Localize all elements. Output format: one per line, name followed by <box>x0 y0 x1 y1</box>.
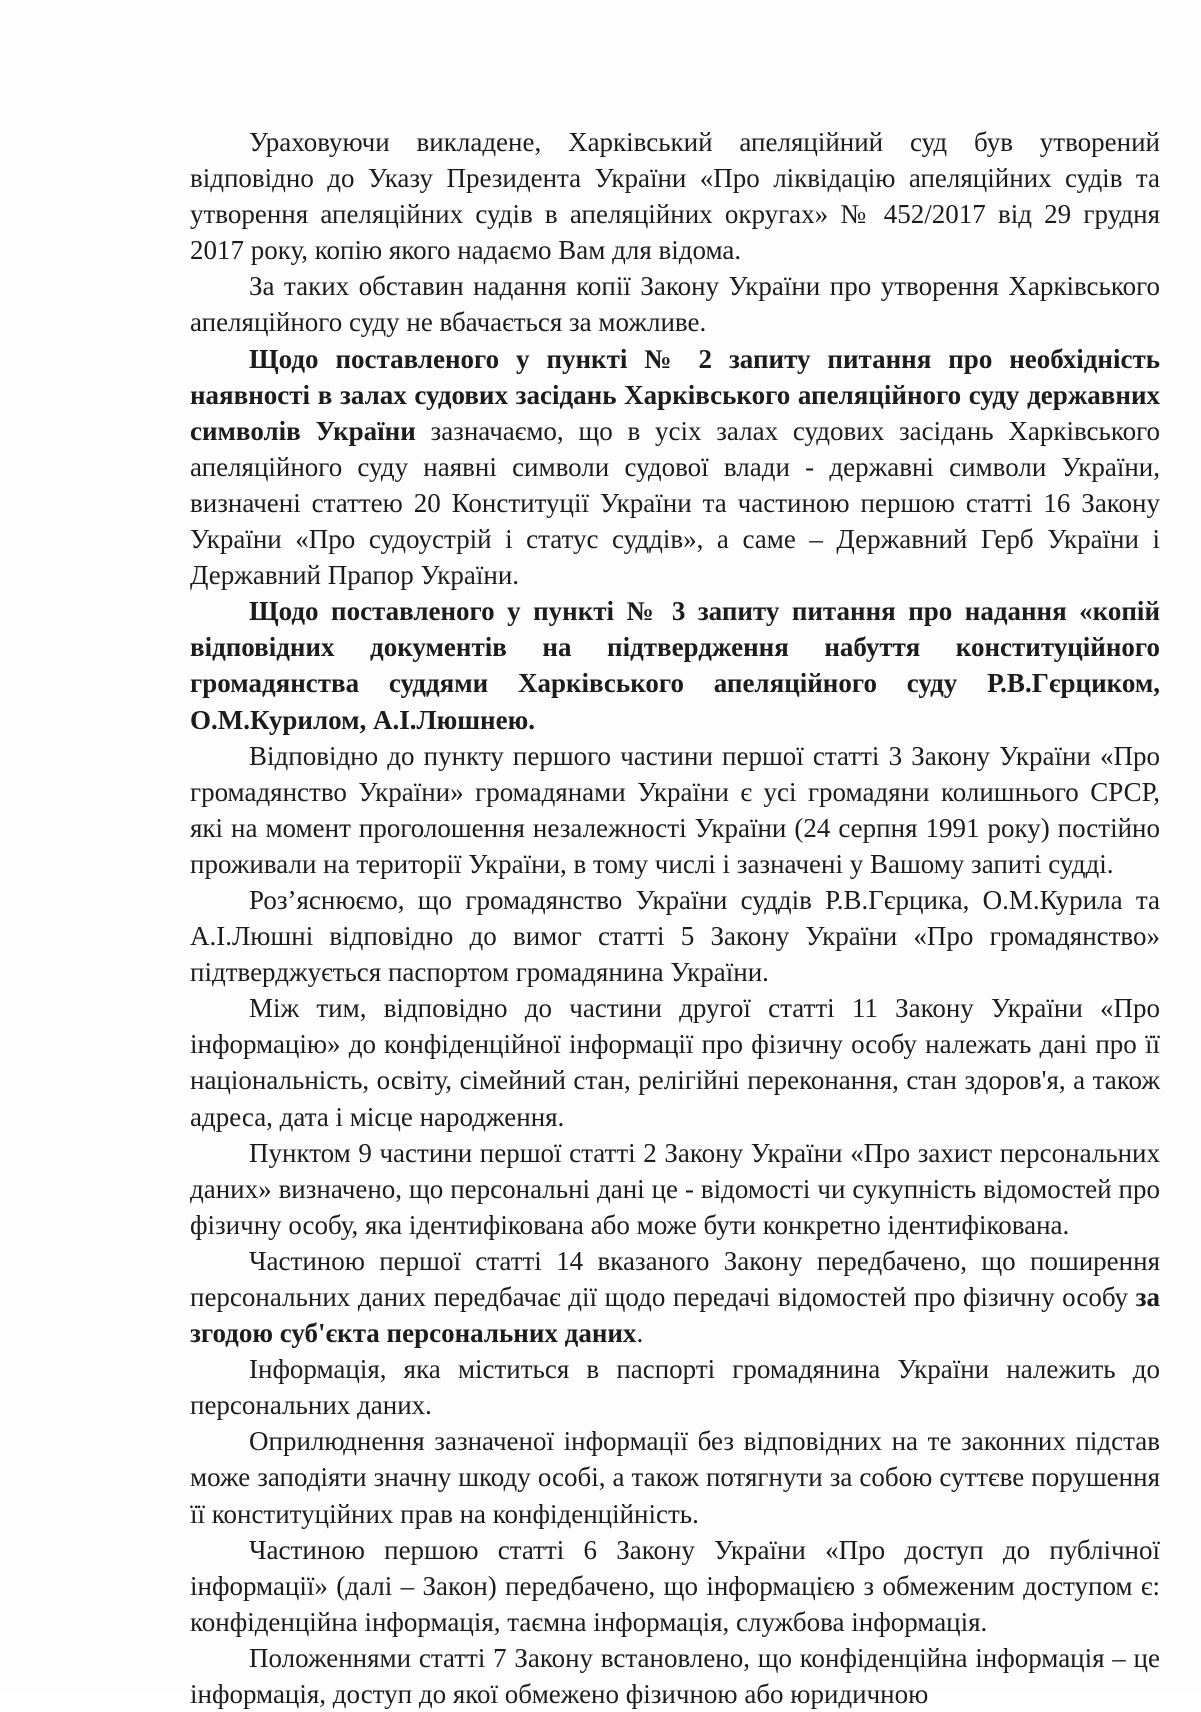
paragraph-passport: Роз’яснюємо, що громадянство України суддів Р.В.Гєрцика, О.М.Курила та А.І.Люшні відповідно до вимог статті 5 Закону України «Про громадянство» підтверджується паспортом громадянина України. <box>190 884 1160 988</box>
paragraph-state-symbols: Щодо поставленого у пункті № 2 запиту питання про необхідність наявності в залах судових засідань Харківського апеляційного суду державних символів України зазначаємо, що в усіх залах судових засідань Харківського апеляційного суду наявні символи судової влади - державні символи України, визначені статтею 20 Конституції України та частиною першою статті 16 Закону України «Про судоустрій і статус суддів», а саме – Державний Герб України і Державний Прапор України. <box>190 343 1160 591</box>
paragraph-confidential-info: Положеннями статті 7 Закону встановлено, що конфіденційна інформація – це інформація, доступ до якої обмежено фізичною або юридичною <box>190 1642 1160 1710</box>
paragraph-citizenship-request <box>190 593 1160 737</box>
paragraph-disclosure-harm: Оприлюднення зазначеної інформації без відповідних на те законних підстав може заподіяти значну шкоду особі, а також потягнути за собою суттєве порушення її конституційних прав на конфіденційність. <box>190 1426 1160 1529</box>
paragraph-law-copy: За таких обставин надання копії Закону України про утворення Харківського апеляційного суду не вбачається за можливе. <box>190 271 1160 338</box>
paragraph-court-establishment: Ураховуючи викладене, Харківський апеляційний суд був утворений відповідно до Указу Президента України «Про ліквідацію апеляційних судів та утворення апеляційних судів в апеляційних округах» № 452/2017 від 29 грудня 2017 року, копію якого надаємо Вам для відома. <box>190 127 1160 266</box>
bold-lead: Щодо поставленого у пункті № 3 запиту питання про надання «копій відповідних документів на підтвердження набуття конституційного громадянства суддями Харківського апеляційного суду Р.В.Гєрциком, О.М.Курилом, А.І.Люшнею. <box>190 596 1160 735</box>
bold-consent: за згодою суб'єкта персональних даних <box>190 1282 1160 1349</box>
paragraph-personal-data-consent: Частиною першої статті 14 вказаного Закону передбачено, що поширення персональних даних передбачає дії щодо передачі відомостей про фізичну особу за згодою суб'єкта персональних даних. <box>190 1245 1160 1349</box>
paragraph-restricted-access: Частиною першою статті 6 Закону України «Про доступ до публічної інформації» (далі – Закон) передбачено, що інформацією з обмеженим доступом є: конфіденційна інформація, таємна інформація, службова інформація. <box>190 1534 1160 1637</box>
bold-lead: Щодо поставленого у пункті № 2 запиту питання про необхідність наявності в залах судових засідань Харківського апеляційного суду державних символів України <box>190 343 1160 446</box>
paragraph-passport-data: Інформація, яка міститься в паспорті громадянина України належить до персональних даних. <box>190 1354 1160 1421</box>
paragraph-information-law: Між тим, відповідно до частини другої статті 11 Закону України «Про інформацію» до конфіденційної інформації про фізичну особу належать дані про її національність, освіту, сімейний стан, релігійні переконання, стан здоров'я, а також адреса, дата і місце народження. <box>190 993 1160 1132</box>
letter-body <box>190 124 1160 1712</box>
paragraph-citizenship-law: Відповідно до пункту першого частини першої статті 3 Закону України «Про громадянство України» громадянами України є усі громадяни колишнього СРСР, які на момент проголошення незалежності України (24 серпня 1991 року) постійно проживали на території України, в тому числі і зазначені у Вашому запиті судді. <box>190 740 1160 879</box>
paragraph-personal-data-definition: Пунктом 9 частини першої статті 2 Закону України «Про захист персональних даних» визначено, що персональні дані це - відомості чи сукупність відомостей про фізичну особу, яка ідентифікована або може бути конкретно ідентифікована. <box>190 1137 1160 1240</box>
